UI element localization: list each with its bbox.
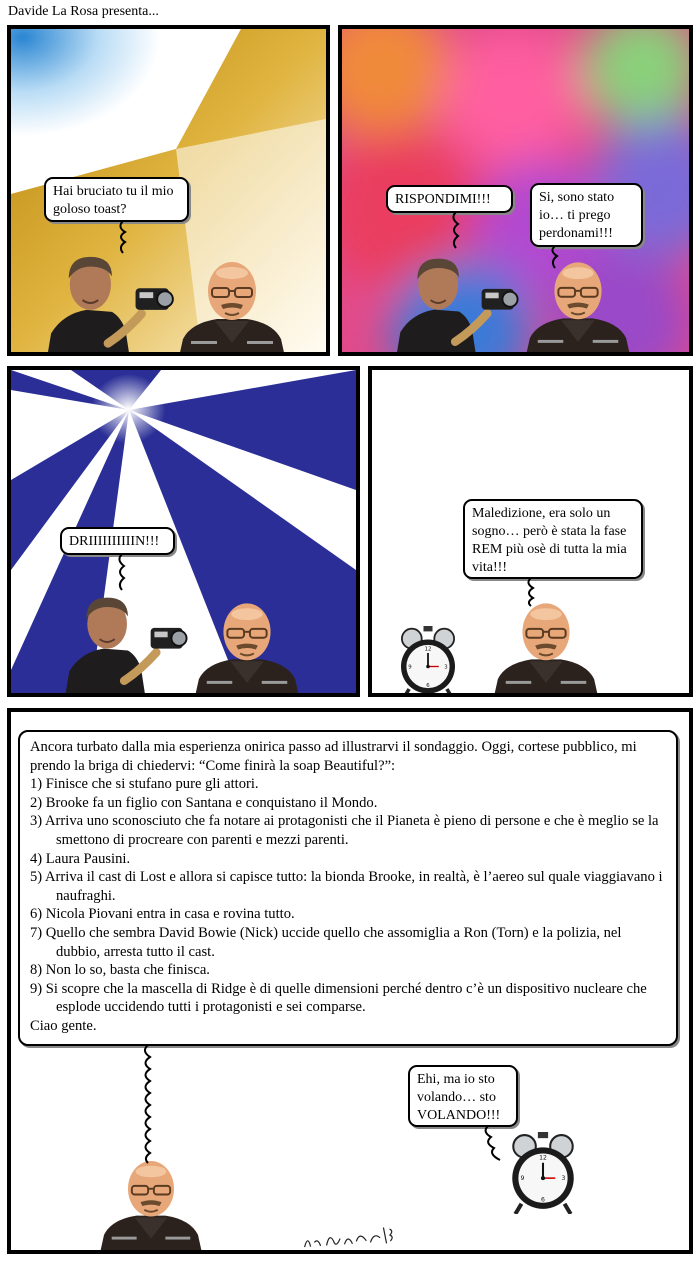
poll-option: 9) Si scopre che la mascella di Ridge è di quelle dimensioni perché dentro c’è un dispositivo nucleare che esplode uccidendo tutti i protagonisti e sei comparse.: [30, 980, 647, 1016]
bubble-tail: [522, 578, 540, 606]
speech-bubble-p2-b: Si, sono stato io… ti prego perdonami!!!: [530, 183, 643, 247]
poll-option: 6) Nicola Piovani entra in casa e rovina tutto.: [30, 906, 295, 923]
poll-option: 4) Laura Pausini.: [30, 850, 131, 867]
man-with-camera: [65, 590, 189, 694]
poll-option: 1) Finisce che si stufano pure gli attori.: [30, 776, 259, 793]
bubble-tail: [446, 212, 466, 248]
speech-bubble-p3: DRIIIIIIIIIIN!!!: [60, 527, 175, 555]
bubble-tail: [113, 221, 133, 253]
man-with-camera: [47, 249, 175, 356]
header-title: Davide La Rosa presenta...: [8, 4, 159, 19]
poll-options-list: [30, 775, 666, 1017]
bald-man: [97, 1160, 205, 1252]
poll-text-box: [18, 730, 678, 1046]
poll-intro: Ancora turbato dalla mia esperienza onirica passo ad illustrarvi il sondaggio. Oggi, cortese pubblico, mi prendo la briga di chiedervi: “Come finirà la soap Beautiful?”:: [30, 739, 637, 774]
poll-option: 8) Non lo so, basta che finisca.: [30, 962, 210, 979]
bubble-tail: [138, 1045, 158, 1163]
poll-option: 7) Quello che sembra David Bowie (Nick) uccide quello che assomiglia a Ron (Torn) e la polizia, nel dubbio, arresta tutto il cast.: [30, 924, 622, 960]
bald-man: [492, 602, 600, 697]
bald-man: [524, 261, 632, 356]
speech-bubble-p2-a: RISPONDIMI!!!: [386, 185, 513, 213]
man-with-camera: [396, 251, 520, 355]
poll-option: 2) Brooke fa un figlio con Santana e conquistano il Mondo.: [30, 794, 378, 811]
bald-man: [177, 261, 287, 356]
speech-bubble-clock: Ehi, ma io sto volando… sto VOLANDO!!!: [408, 1065, 518, 1127]
bald-man: [193, 602, 301, 697]
alarm-clock-icon: [507, 1132, 579, 1214]
bubble-tail: [482, 1126, 506, 1162]
poll-outro: Ciao gente.: [30, 1017, 97, 1034]
poll-option: 5) Arriva il cast di Lost e allora si capisce tutto: la bionda Brooke, in realtà, è l’aereo sul quale viaggiavano i naufraghi.: [30, 869, 663, 904]
speech-bubble-p1: Hai bruciato tu il mio goloso toast?: [44, 177, 189, 222]
bubble-tail: [547, 246, 563, 268]
bubble-tail: [112, 554, 132, 590]
poll-option: 3) Arriva uno sconosciuto che fa notare ai protagonisti che il Pianeta è pieno di persone e che è meglio se la smettono di procreare con parenti e mezzi parenti.: [30, 813, 659, 848]
alarm-clock-icon: [394, 626, 462, 697]
speech-bubble-p4: Maledizione, era solo un sogno… però è stata la fase REM più osè di tutta la mia vita!!!: [463, 499, 643, 579]
